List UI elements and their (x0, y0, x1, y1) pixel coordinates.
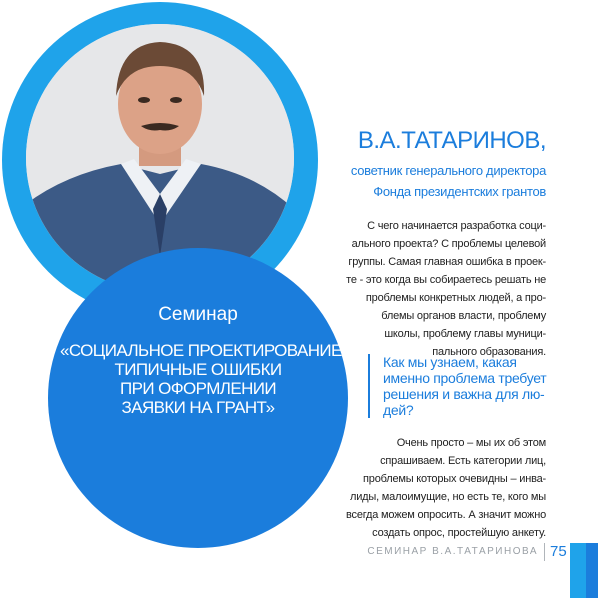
paragraph-line: лиды, малоимущие, но есть те, кого мы (350, 491, 546, 503)
footer-divider (544, 543, 545, 561)
answer-paragraph (346, 434, 546, 542)
speaker-role (351, 160, 546, 202)
paragraph-line: школы, проблему главы муници- (384, 328, 546, 340)
speaker-name: В.А.ТАТАРИНОВ, (357, 127, 546, 154)
seminar-title-line: «СОЦИАЛЬНОЕ ПРОЕКТИРОВАНИЕ: (60, 341, 346, 360)
footer-section-label: СЕМИНАР В.А.ТАТАРИНОВА (367, 546, 538, 557)
paragraph-line: Очень просто – мы их об этом (396, 437, 546, 449)
page-number: 75 (550, 543, 567, 560)
question-line: дей? (383, 402, 414, 418)
question-line: именно проблема требует (383, 370, 547, 386)
corner-accent-bar-dark (586, 543, 598, 598)
paragraph-line: всегда можем опросить. А значит можно (346, 509, 546, 521)
paragraph-line: создать опрос, простейшую анкету. (372, 527, 546, 539)
question-callout (368, 354, 546, 418)
paragraph-line: проблемы которых очевидны – инва- (363, 473, 546, 485)
question-line: решения и важна для лю- (383, 386, 545, 402)
seminar-title-line: ЗАЯВКИ НА ГРАНТ» (121, 398, 275, 417)
paragraph-line: С чего начинается разработка соци- (367, 220, 546, 232)
paragraph-line: группы. Самая главная ошибка в проек- (348, 256, 546, 268)
paragraph-line: пального образования. (432, 346, 546, 358)
paragraph-line: проблемы конкретных людей, а про- (365, 292, 546, 304)
paragraph-line: те - это когда вы собираетесь решать не (346, 274, 546, 286)
speaker-role-line: советник генерального директора (350, 163, 546, 178)
seminar-title (60, 341, 346, 417)
intro-paragraph (346, 217, 546, 361)
paragraph-line: блемы органов власти, проблему (381, 310, 546, 322)
seminar-title-line: ТИПИЧНЫЕ ОШИБКИ (114, 360, 282, 379)
paragraph-line: ального проекта? С проблемы целевой (351, 238, 546, 250)
speaker-role-line: Фонда президентских грантов (373, 184, 546, 199)
paragraph-line: спрашиваем. Есть категории лиц, (380, 455, 546, 467)
seminar-title-line: ПРИ ОФОРМЛЕНИИ (120, 379, 276, 398)
seminar-label: Семинар (158, 304, 238, 325)
question-line: Как мы узнаем, какая (383, 354, 517, 370)
